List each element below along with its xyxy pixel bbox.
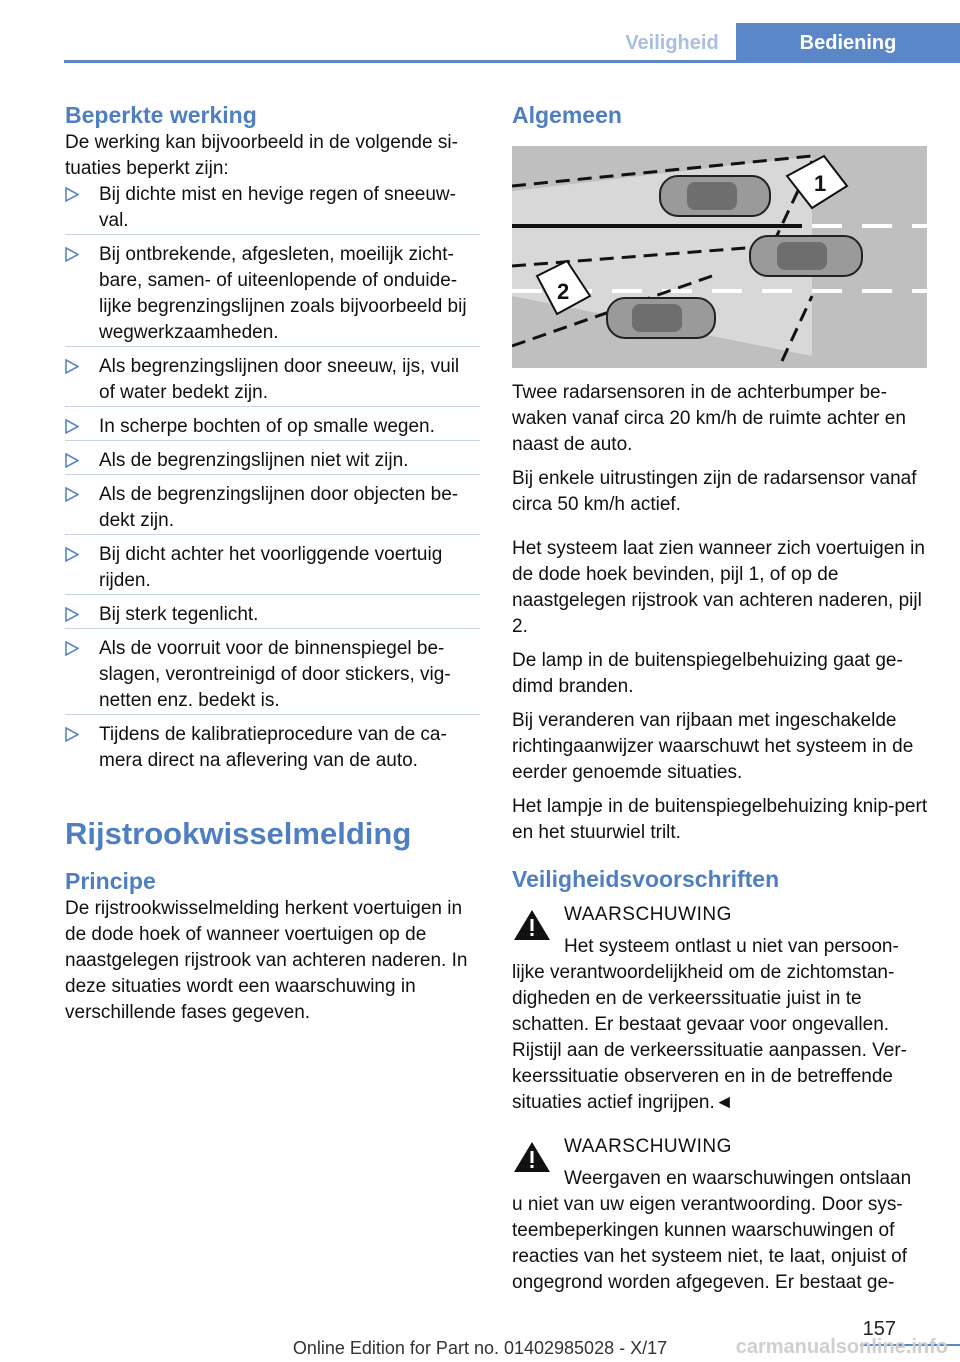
intro-text: De werking kan bijvoorbeeld in de volgende si-tuaties beperkt zijn:	[65, 132, 458, 179]
bullet-triangle-icon	[65, 187, 79, 202]
list-item-text: Als de begrenzingslijnen niet wit zijn.	[99, 450, 409, 471]
bullet-triangle-icon	[65, 727, 79, 742]
list-divider	[65, 714, 480, 715]
list-item-text: Als begrenzingslijnen door sneeuw, ijs, vuil of water bedekt zijn.	[99, 356, 460, 403]
warning-title: WAARSCHUWING	[564, 904, 732, 925]
list-divider	[65, 234, 480, 235]
list-item	[65, 414, 480, 440]
heading-algemeen: Algemeen	[512, 102, 622, 128]
paragraph-speed: Bij enkele uitrustingen zijn de radarsensor vanaf circa 50 km/h actief.	[512, 468, 917, 515]
car-icon	[750, 236, 862, 276]
list-item-text: Bij dichte mist en hevige regen of sneeuw-val.	[99, 184, 456, 231]
lane-change-diagram	[512, 146, 927, 368]
bullet-triangle-icon	[65, 607, 79, 622]
list-divider	[65, 346, 480, 347]
paragraph-system: Het systeem laat zien wanneer zich voertuigen in de dode hoek bevinden, pijl 1, of op de naastgelegen rijstrook van achteren naderen, pijl 2.	[512, 538, 925, 637]
warning-text: lijke verantwoordelijkheid om de zichtomstan-digheden en de verkeerssituatie juist in te schatten. Er bestaat gevaar voor ongevallen. Rijstijl aan de verkeerssituatie aanpassen. Ver-keerssituatie observeren en in de betreffende situaties actief ingrijpen.◄	[512, 962, 907, 1113]
warning-triangle-icon	[512, 908, 552, 942]
list-divider	[65, 534, 480, 535]
tab-bediening[interactable]: Bediening	[736, 23, 960, 63]
arrow-2-label: 2	[557, 279, 570, 304]
bullet-triangle-icon	[65, 547, 79, 562]
bullet-triangle-icon	[65, 453, 79, 468]
list-divider	[65, 406, 480, 407]
list-item	[65, 354, 480, 406]
heading-principe: Principe	[65, 868, 156, 894]
bullet-triangle-icon	[65, 487, 79, 502]
warning-title: WAARSCHUWING	[564, 1136, 732, 1157]
limitations-list	[65, 182, 480, 774]
list-divider	[65, 440, 480, 441]
principe-text: De rijstrookwisselmelding herkent voertuigen in de dode hoek of wanneer voertuigen op de naastgelegen rijstrook van achteren naderen. In deze situaties wordt een waarschuwing in verschillende fases gegeven.	[65, 898, 468, 1023]
paragraph-lamp: De lamp in de buitenspiegelbehuizing gaat ge-dimd branden.	[512, 650, 903, 697]
warning-block	[512, 1134, 932, 1296]
list-item	[65, 448, 480, 474]
list-item	[65, 636, 480, 714]
tab-veiligheid[interactable]: Veiligheid	[608, 23, 736, 63]
list-item-text: Als de voorruit voor de binnenspiegel be-slagen, verontreinigd of door stickers, vig-netten enz. bedekt is.	[99, 638, 451, 711]
car-icon	[607, 298, 715, 338]
arrow-1-label: 1	[814, 171, 827, 196]
list-item-text: Tijdens de kalibratieprocedure van de ca-mera direct na aflevering van de auto.	[99, 724, 447, 771]
bullet-triangle-icon	[65, 359, 79, 374]
list-item-text: Als de begrenzingslijnen door objecten be-dekt zijn.	[99, 484, 459, 531]
warning-block	[512, 902, 932, 1116]
warning-triangle-icon	[512, 1140, 552, 1174]
left-column	[65, 100, 480, 1026]
car-icon	[660, 176, 770, 216]
list-item	[65, 602, 480, 628]
bullet-triangle-icon	[65, 419, 79, 434]
heading-veiligheidsvoorschriften: Veiligheidsvoorschriften	[512, 866, 780, 892]
warning-text: Weergaven en waarschuwingen ontslaan	[564, 1168, 912, 1189]
page-title: Rijstrookwisselmelding	[65, 816, 412, 851]
list-item	[65, 242, 480, 346]
list-item-text: In scherpe bochten of op smalle wegen.	[99, 416, 435, 437]
list-divider	[65, 474, 480, 475]
warning-text: Het systeem ontlast u niet van persoon-	[564, 936, 899, 957]
footer-edition: Online Edition for Part no. 01402985028 - X/17	[292, 1338, 668, 1358]
bullet-triangle-icon	[65, 641, 79, 656]
warning-text: u niet van uw eigen verantwoording. Door sys-teembeperkingen kunnen waarschuwingen of reacties van het systeem niet, te laat, onjuist of ongegrond worden afgegeven. Er bestaat ge-	[512, 1194, 907, 1293]
heading-beperkte-werking: Beperkte werking	[65, 102, 257, 128]
right-column	[512, 100, 932, 1296]
bullet-triangle-icon	[65, 247, 79, 262]
paragraph-flashing: Het lampje in de buitenspiegelbehuizing knip-pert en het stuurwiel trilt.	[512, 796, 928, 843]
list-item	[65, 182, 480, 234]
list-item	[65, 722, 480, 774]
list-item	[65, 482, 480, 534]
paragraph-lane-change: Bij veranderen van rijbaan met ingeschakelde richtingaanwijzer waarschuwt het systeem in de eerder genoemde situaties.	[512, 710, 914, 783]
list-item-text: Bij ontbrekende, afgesleten, moeilijk zicht-bare, samen- of uiteenlopende of onduide-lijke begrenzingslijnen zoals bijvoorbeeld bij wegwerkzaamheden.	[99, 244, 467, 343]
page-number: 157	[862, 1318, 896, 1340]
list-divider	[65, 594, 480, 595]
list-item	[65, 542, 480, 594]
watermark: carmanualsonline.info	[735, 1336, 948, 1358]
header-rule	[64, 60, 960, 63]
list-divider	[65, 628, 480, 629]
paragraph-radar: Twee radarsensoren in de achterbumper be-waken vanaf circa 20 km/h de ruimte achter en naast de auto.	[512, 382, 906, 455]
list-item-text: Bij dicht achter het voorliggende voertuig rijden.	[99, 544, 443, 591]
list-item-text: Bij sterk tegenlicht.	[99, 604, 259, 625]
